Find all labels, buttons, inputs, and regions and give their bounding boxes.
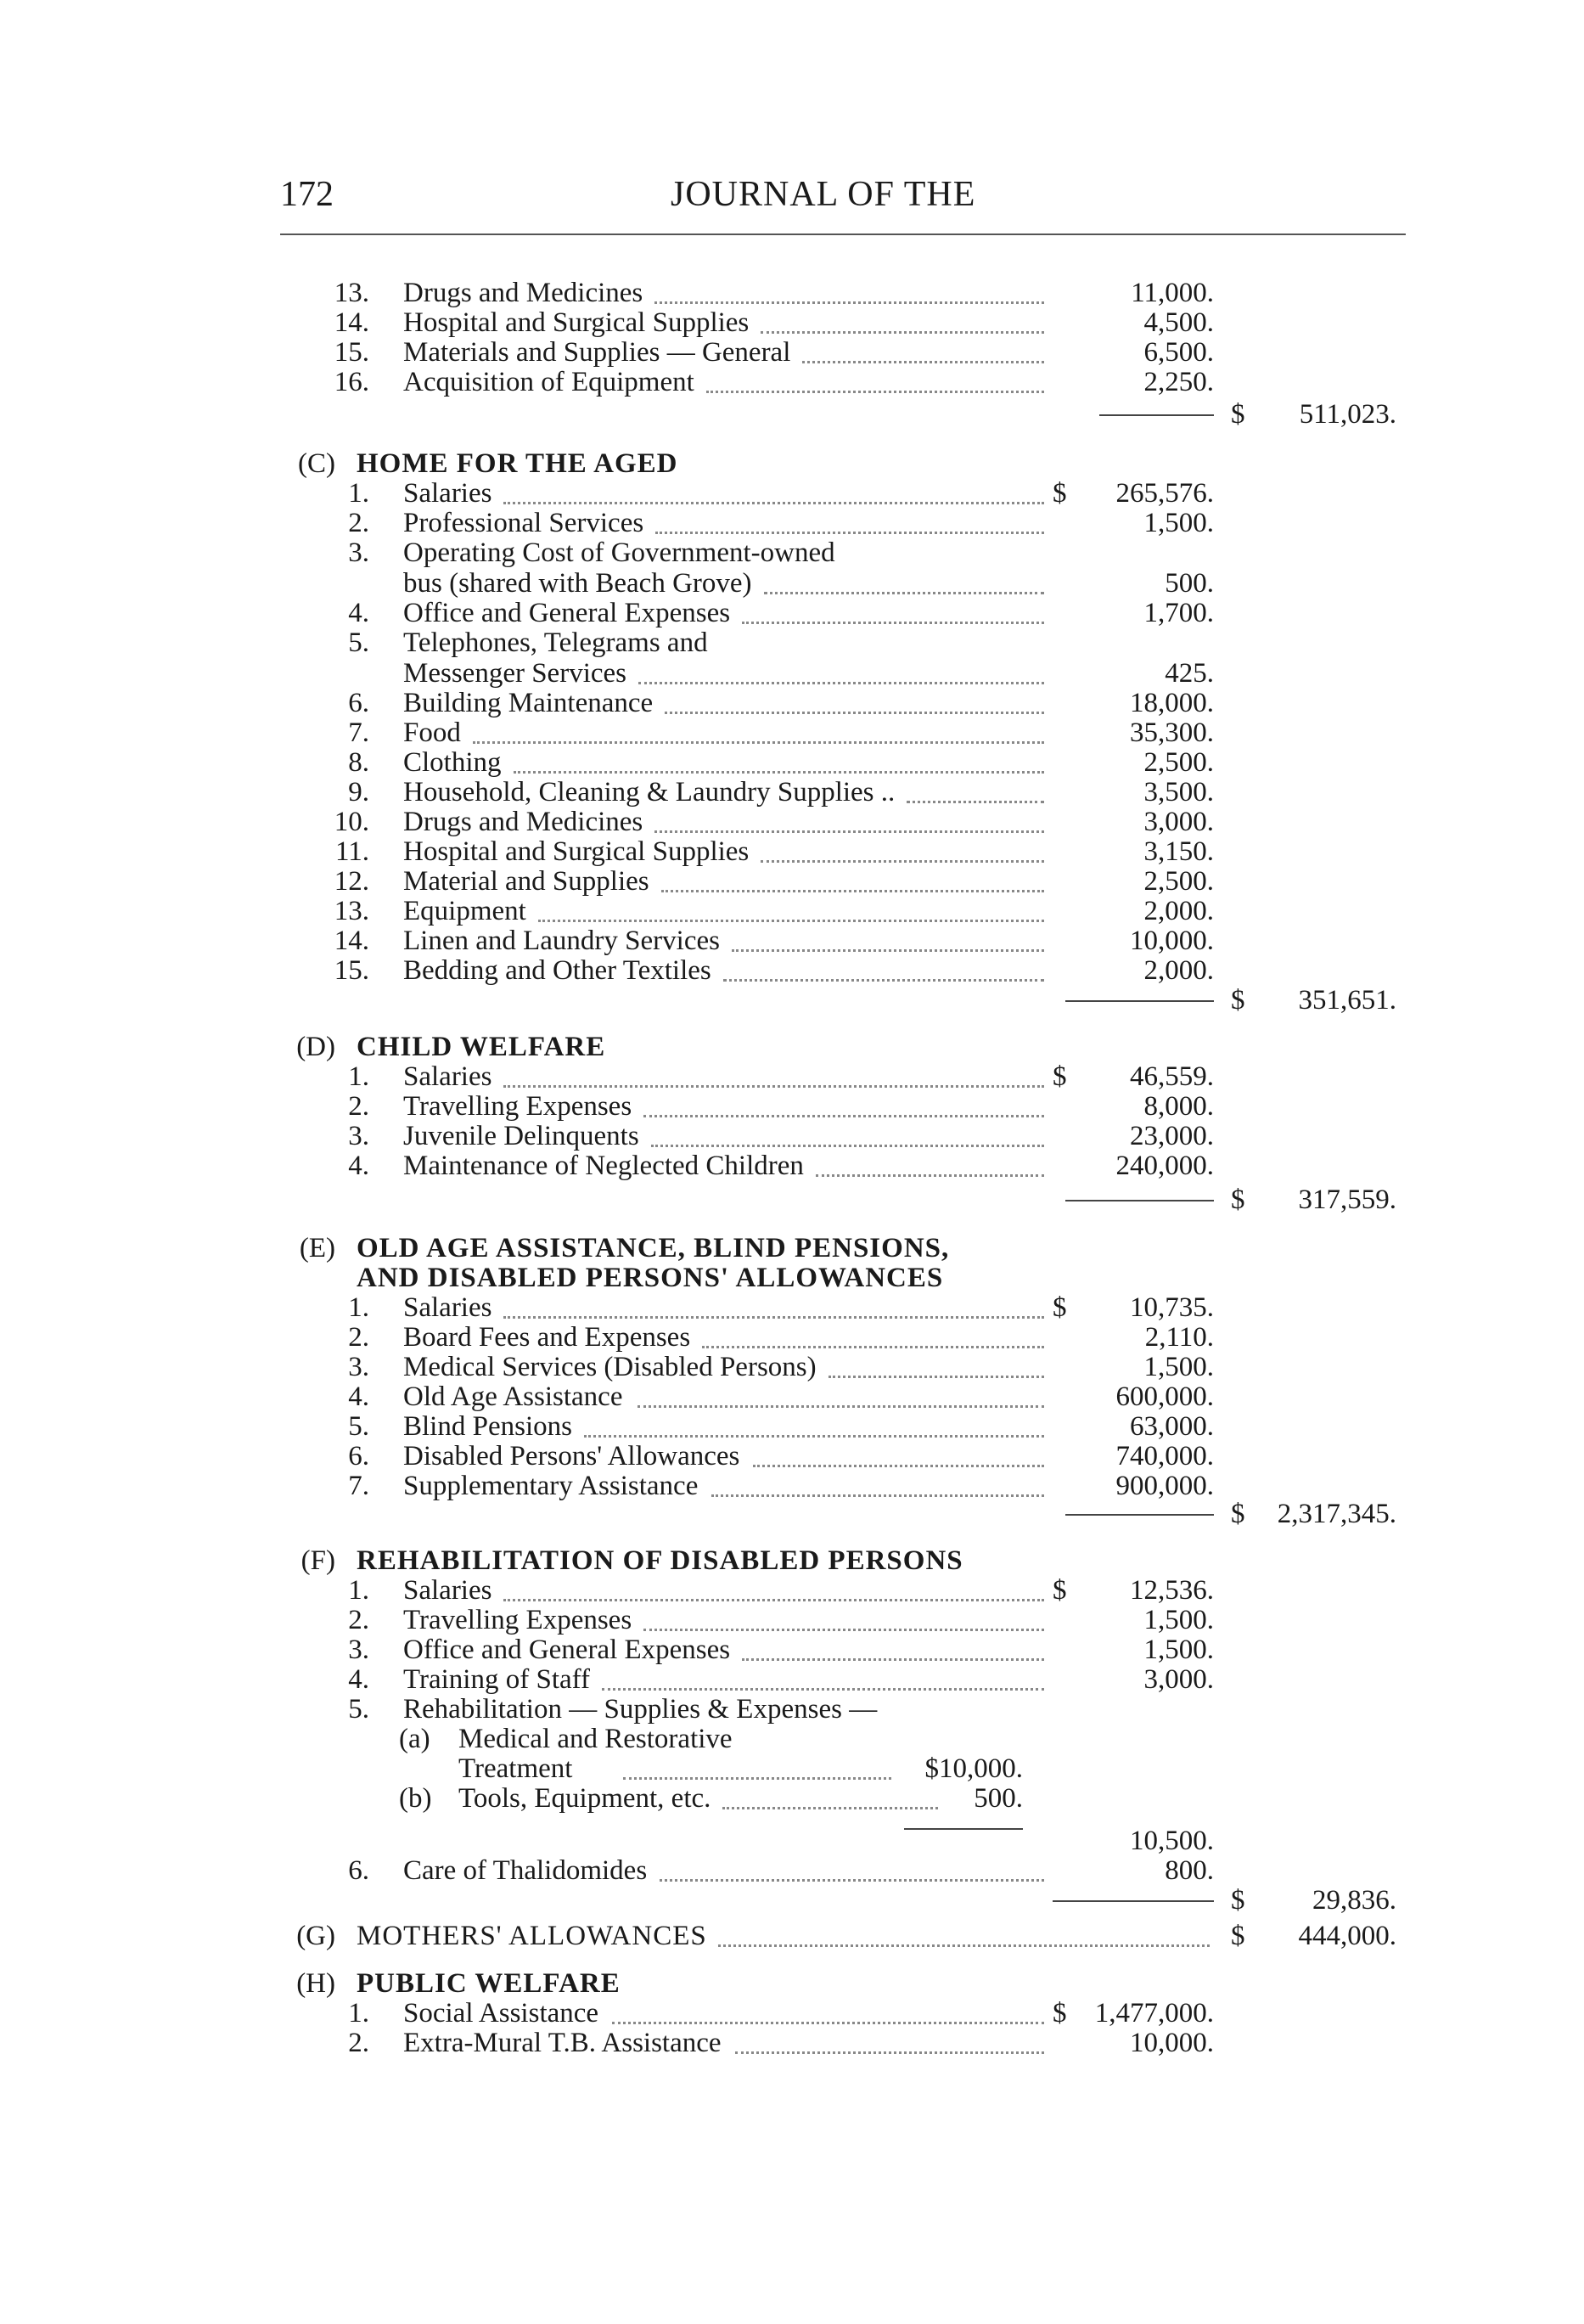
item-number: 1.: [348, 1575, 369, 1606]
item-amount: 2,110.: [1144, 1322, 1214, 1353]
section-letter: (H): [296, 1968, 335, 1999]
item-number: 14.: [334, 926, 369, 956]
item-amount: 2,500.: [1143, 747, 1214, 778]
line-item: [0, 1471, 1584, 1501]
item-label: Professional Services: [403, 508, 644, 538]
item-label: Salaries: [403, 1292, 492, 1323]
subtotal-rule: [1065, 1000, 1214, 1002]
item-number: 6.: [348, 1441, 369, 1471]
subtotal-rule: [1065, 1514, 1214, 1516]
dot-leader: [503, 1599, 1044, 1601]
dot-leader: [654, 830, 1044, 833]
section-total: 317,559.: [1298, 1185, 1396, 1215]
section-d-heading: [0, 1032, 1584, 1062]
item-amount: 1,700.: [1143, 598, 1214, 628]
line-item: [0, 1635, 1584, 1665]
item-amount: 2,000.: [1143, 955, 1214, 986]
page-header: [280, 174, 1406, 235]
sub-item-label-continued: Treatment: [458, 1753, 573, 1784]
dot-leader: [654, 301, 1044, 304]
dot-leader: [638, 682, 1044, 684]
item-amount: 800.: [1165, 1855, 1214, 1886]
section-total-row: [0, 1499, 1584, 1529]
sub-item-continued: [0, 1753, 1584, 1784]
item-amount: 12,536.: [1130, 1575, 1214, 1606]
dot-leader: [473, 741, 1044, 744]
line-item: [0, 777, 1584, 807]
dot-leader: [665, 712, 1044, 714]
item-label: Old Age Assistance: [403, 1381, 623, 1412]
line-item: [0, 1151, 1584, 1181]
item-amount: 46,559.: [1130, 1061, 1214, 1092]
item-amount: 10,000.: [1130, 926, 1214, 956]
item-number: 5.: [348, 1694, 369, 1725]
dot-leader: [829, 1376, 1044, 1378]
item-amount: 3,150.: [1143, 836, 1214, 867]
sub-item-amount: 500.: [974, 1783, 1023, 1814]
sub-item-tag: (a): [399, 1724, 430, 1754]
item-amount: 2,250.: [1143, 367, 1214, 397]
line-item: [0, 1091, 1584, 1122]
line-item: [0, 478, 1584, 509]
item-amount: 265,576.: [1115, 478, 1214, 509]
section-letter: (G): [296, 1921, 335, 1951]
dot-leader: [718, 1944, 1210, 1947]
dot-leader: [907, 801, 1044, 803]
item-number: 1.: [348, 1998, 369, 2029]
section-e-heading-line2: [0, 1263, 1584, 1293]
dot-leader: [742, 1658, 1044, 1661]
dot-leader: [722, 1807, 938, 1809]
item-label-continued: Messenger Services: [403, 658, 627, 689]
line-item: [0, 896, 1584, 926]
item-amount: 3,000.: [1143, 1664, 1214, 1695]
line-item: [0, 337, 1584, 368]
line-item: [0, 747, 1584, 778]
running-title: JOURNAL OF THE: [671, 175, 976, 214]
dollar-sign: $: [1053, 1292, 1067, 1323]
item-label: Materials and Supplies — General: [403, 337, 791, 368]
dollar-sign: $: [1053, 1575, 1067, 1606]
item-number: 1.: [348, 1061, 369, 1092]
total-dollar-sign: $: [1231, 1185, 1245, 1215]
item-number: 1.: [348, 1292, 369, 1323]
sub-item-label: Medical and Restorative: [458, 1724, 733, 1754]
item-amount: 600,000.: [1115, 1381, 1214, 1412]
item-label: Salaries: [403, 478, 492, 509]
section-g-row: [0, 1921, 1584, 1951]
item-number: 13.: [334, 896, 369, 926]
section-heading: OLD AGE ASSISTANCE, BLIND PENSIONS,: [357, 1233, 950, 1263]
dot-leader: [503, 1085, 1044, 1088]
item-label: Operating Cost of Government-owned: [403, 537, 835, 568]
item-number: 5.: [348, 1411, 369, 1442]
dot-leader: [503, 1316, 1044, 1319]
item-number: 8.: [348, 747, 369, 778]
line-item: [0, 1998, 1584, 2029]
item-number: 4.: [348, 1664, 369, 1695]
item-label: Hospital and Surgical Supplies: [403, 307, 750, 338]
item-label: Hospital and Surgical Supplies: [403, 836, 750, 867]
dot-leader: [503, 502, 1044, 504]
total-dollar-sign: $: [1231, 399, 1245, 430]
line-item: [0, 807, 1584, 837]
section-heading: REHABILITATION OF DISABLED PERSONS: [357, 1545, 963, 1576]
item-amount: 6,500.: [1143, 337, 1214, 368]
section-total-row: [0, 985, 1584, 1016]
item-number: 2.: [348, 508, 369, 538]
item-amount: 11,000.: [1131, 278, 1214, 308]
line-item: [0, 2028, 1584, 2058]
item-number: 3.: [348, 1121, 369, 1151]
line-item: [0, 1664, 1584, 1695]
item-amount: 1,500.: [1143, 1352, 1214, 1382]
sub-item-label: Tools, Equipment, etc.: [458, 1783, 711, 1814]
item-amount: 10,000.: [1130, 2028, 1214, 2058]
line-item-continued: [0, 568, 1584, 599]
item-number: 13.: [334, 278, 369, 308]
item-number: 4.: [348, 1151, 369, 1181]
item-label: Clothing: [403, 747, 502, 778]
subtotal-rule: [1053, 1900, 1214, 1902]
item-number: 3.: [348, 1352, 369, 1382]
dot-leader: [584, 1435, 1044, 1438]
section-total: 444,000.: [1298, 1921, 1396, 1951]
dot-leader: [816, 1174, 1044, 1177]
item-amount: 1,477,000.: [1094, 1998, 1214, 2029]
item-label: Office and General Expenses: [403, 1635, 731, 1665]
dollar-sign: $: [1053, 478, 1067, 509]
item-number: 11.: [334, 836, 369, 867]
line-item: [0, 1605, 1584, 1635]
item-amount: 18,000.: [1130, 688, 1214, 718]
item-label: Extra-Mural T.B. Assistance: [403, 2028, 722, 2058]
section-letter: (F): [301, 1545, 335, 1576]
section-heading: AND DISABLED PERSONS' ALLOWANCES: [357, 1263, 944, 1293]
line-item: [0, 1352, 1584, 1382]
section-total-row: [0, 1885, 1584, 1916]
sub-item: [0, 1724, 1584, 1754]
item-label: Supplementary Assistance: [403, 1471, 699, 1501]
section-heading: MOTHERS' ALLOWANCES: [357, 1921, 707, 1951]
line-item: [0, 598, 1584, 628]
item-amount: 900,000.: [1115, 1471, 1214, 1501]
item-label-continued: bus (shared with Beach Grove): [403, 568, 752, 599]
item-label: Board Fees and Expenses: [403, 1322, 691, 1353]
item-amount: 35,300.: [1130, 717, 1214, 748]
item-label: Travelling Expenses: [403, 1091, 632, 1122]
item-amount: 500.: [1165, 568, 1214, 599]
item-amount: 63,000.: [1130, 1411, 1214, 1442]
line-item: [0, 367, 1584, 397]
line-item: [0, 1292, 1584, 1323]
section-total-row: [0, 399, 1584, 430]
item-label: Drugs and Medicines: [403, 278, 643, 308]
section-total: 351,651.: [1298, 985, 1396, 1016]
sub-total-row: [0, 1813, 1584, 1856]
section-e-heading: [0, 1233, 1584, 1263]
item-label: Acquisition of Equipment: [403, 367, 694, 397]
item-number: 10.: [334, 807, 369, 837]
item-number: 15.: [334, 955, 369, 986]
item-number: 12.: [334, 866, 369, 897]
dot-leader: [723, 979, 1044, 982]
item-label: Blind Pensions: [403, 1411, 572, 1442]
item-label: Linen and Laundry Services: [403, 926, 720, 956]
line-item: [0, 1381, 1584, 1412]
section-heading: PUBLIC WELFARE: [357, 1968, 621, 1999]
item-amount: 425.: [1165, 658, 1214, 689]
dot-leader: [661, 890, 1044, 892]
dot-leader: [643, 1115, 1044, 1117]
item-label: Medical Services (Disabled Persons): [403, 1352, 817, 1382]
item-label: Disabled Persons' Allowances: [403, 1441, 740, 1471]
item-amount: 4,500.: [1143, 307, 1214, 338]
dot-leader: [660, 1879, 1044, 1882]
line-item: [0, 1575, 1584, 1606]
item-number: 9.: [348, 777, 369, 807]
line-item: [0, 926, 1584, 956]
item-amount: 3,000.: [1143, 807, 1214, 837]
dot-leader: [706, 391, 1044, 393]
item-label: Food: [403, 717, 461, 748]
line-item: [0, 1855, 1584, 1886]
section-letter: (C): [298, 448, 335, 479]
item-amount: 3,500.: [1143, 777, 1214, 807]
line-item: [0, 1694, 1584, 1725]
item-label: Maintenance of Neglected Children: [403, 1151, 804, 1181]
dot-leader: [732, 949, 1044, 952]
line-item: [0, 1061, 1584, 1092]
line-item: [0, 1411, 1584, 1442]
section-total: 511,023.: [1299, 399, 1396, 430]
item-label: Telephones, Telegrams and: [403, 627, 708, 658]
item-number: 2.: [348, 1322, 369, 1353]
dot-leader: [761, 860, 1044, 863]
item-label: Drugs and Medicines: [403, 807, 643, 837]
item-number: 2.: [348, 1091, 369, 1122]
item-number: 2.: [348, 2028, 369, 2058]
item-number: 3.: [348, 537, 369, 568]
dot-leader: [623, 1777, 891, 1780]
dot-leader: [514, 771, 1044, 774]
item-number: 2.: [348, 1605, 369, 1635]
total-dollar-sign: $: [1231, 1885, 1245, 1916]
item-amount: 240,000.: [1115, 1151, 1214, 1181]
dot-leader: [651, 1145, 1044, 1147]
total-dollar-sign: $: [1231, 1921, 1245, 1951]
item-number: 3.: [348, 1635, 369, 1665]
item-label: Equipment: [403, 896, 526, 926]
item-amount: 8,000.: [1143, 1091, 1214, 1122]
dot-leader: [711, 1494, 1044, 1497]
line-item: [0, 955, 1584, 986]
item-label: Household, Cleaning & Laundry Supplies ..: [403, 777, 896, 807]
item-amount: 2,000.: [1143, 896, 1214, 926]
line-item-continued: [0, 658, 1584, 689]
item-number: 14.: [334, 307, 369, 338]
dot-leader: [761, 331, 1044, 334]
item-number: 16.: [334, 367, 369, 397]
item-amount: 10,500.: [1130, 1826, 1214, 1856]
line-item: [0, 1441, 1584, 1471]
sub-item-tag: (b): [399, 1783, 432, 1814]
section-total: 29,836.: [1312, 1885, 1396, 1916]
item-label: Training of Staff: [403, 1664, 591, 1695]
total-dollar-sign: $: [1231, 985, 1245, 1016]
item-label: Social Assistance: [403, 1998, 599, 2029]
section-letter: (D): [296, 1032, 335, 1062]
line-item: [0, 717, 1584, 748]
line-item: [0, 1322, 1584, 1353]
dot-leader: [655, 532, 1044, 534]
item-number: 6.: [348, 1855, 369, 1886]
item-number: 1.: [348, 478, 369, 509]
line-item: [0, 627, 1584, 658]
dollar-sign: $: [1053, 1998, 1067, 2029]
dot-leader: [602, 1688, 1044, 1691]
item-label: Care of Thalidomides: [403, 1855, 648, 1886]
item-label: Material and Supplies: [403, 866, 649, 897]
item-amount: 1,500.: [1143, 1605, 1214, 1635]
item-label: Juvenile Delinquents: [403, 1121, 639, 1151]
item-number: 6.: [348, 688, 369, 718]
section-heading: CHILD WELFARE: [357, 1032, 606, 1062]
dot-leader: [538, 920, 1044, 922]
item-amount: 740,000.: [1115, 1441, 1214, 1471]
dot-leader: [612, 2022, 1044, 2024]
line-item: [0, 278, 1584, 308]
sub-item: [0, 1783, 1584, 1814]
dot-leader: [753, 1465, 1044, 1467]
item-number: 7.: [348, 717, 369, 748]
dot-leader: [702, 1346, 1044, 1348]
item-number: 4.: [348, 598, 369, 628]
line-item: [0, 508, 1584, 538]
section-total: 2,317,345.: [1277, 1499, 1396, 1529]
dollar-sign: $: [1053, 1061, 1067, 1092]
dot-leader: [638, 1405, 1044, 1408]
item-label: Bedding and Other Textiles: [403, 955, 711, 986]
section-c-heading: [0, 448, 1584, 479]
item-amount: 1,500.: [1143, 1635, 1214, 1665]
section-letter: (E): [299, 1233, 335, 1263]
dot-leader: [643, 1629, 1044, 1631]
total-dollar-sign: $: [1231, 1499, 1245, 1529]
line-item: [0, 1121, 1584, 1151]
item-label: Salaries: [403, 1575, 492, 1606]
subtotal-rule: [904, 1828, 1023, 1830]
item-number: 7.: [348, 1471, 369, 1501]
subtotal-rule: [1099, 414, 1214, 416]
dot-leader: [764, 592, 1044, 594]
dot-leader: [735, 2051, 1044, 2054]
line-item: [0, 537, 1584, 568]
sub-item-amount: $10,000.: [924, 1753, 1023, 1784]
page-number: 172: [280, 175, 334, 214]
item-label: Salaries: [403, 1061, 492, 1092]
section-f-heading: [0, 1545, 1584, 1576]
dot-leader: [802, 361, 1044, 363]
item-label: Office and General Expenses: [403, 598, 731, 628]
item-number: 4.: [348, 1381, 369, 1412]
item-amount: 1,500.: [1143, 508, 1214, 538]
section-h-heading: [0, 1968, 1584, 1999]
dot-leader: [742, 622, 1044, 624]
item-label: Travelling Expenses: [403, 1605, 632, 1635]
line-item: [0, 836, 1584, 867]
line-item: [0, 307, 1584, 338]
section-heading: HOME FOR THE AGED: [357, 448, 678, 479]
item-number: 5.: [348, 627, 369, 658]
item-number: 15.: [334, 337, 369, 368]
item-amount: 23,000.: [1130, 1121, 1214, 1151]
item-label: Rehabilitation — Supplies & Expenses —: [403, 1694, 878, 1725]
item-label: Building Maintenance: [403, 688, 654, 718]
section-total-row: [0, 1185, 1584, 1215]
line-item: [0, 688, 1584, 718]
item-amount: 2,500.: [1143, 866, 1214, 897]
item-amount: 10,735.: [1130, 1292, 1214, 1323]
line-item: [0, 866, 1584, 897]
subtotal-rule: [1065, 1200, 1214, 1201]
